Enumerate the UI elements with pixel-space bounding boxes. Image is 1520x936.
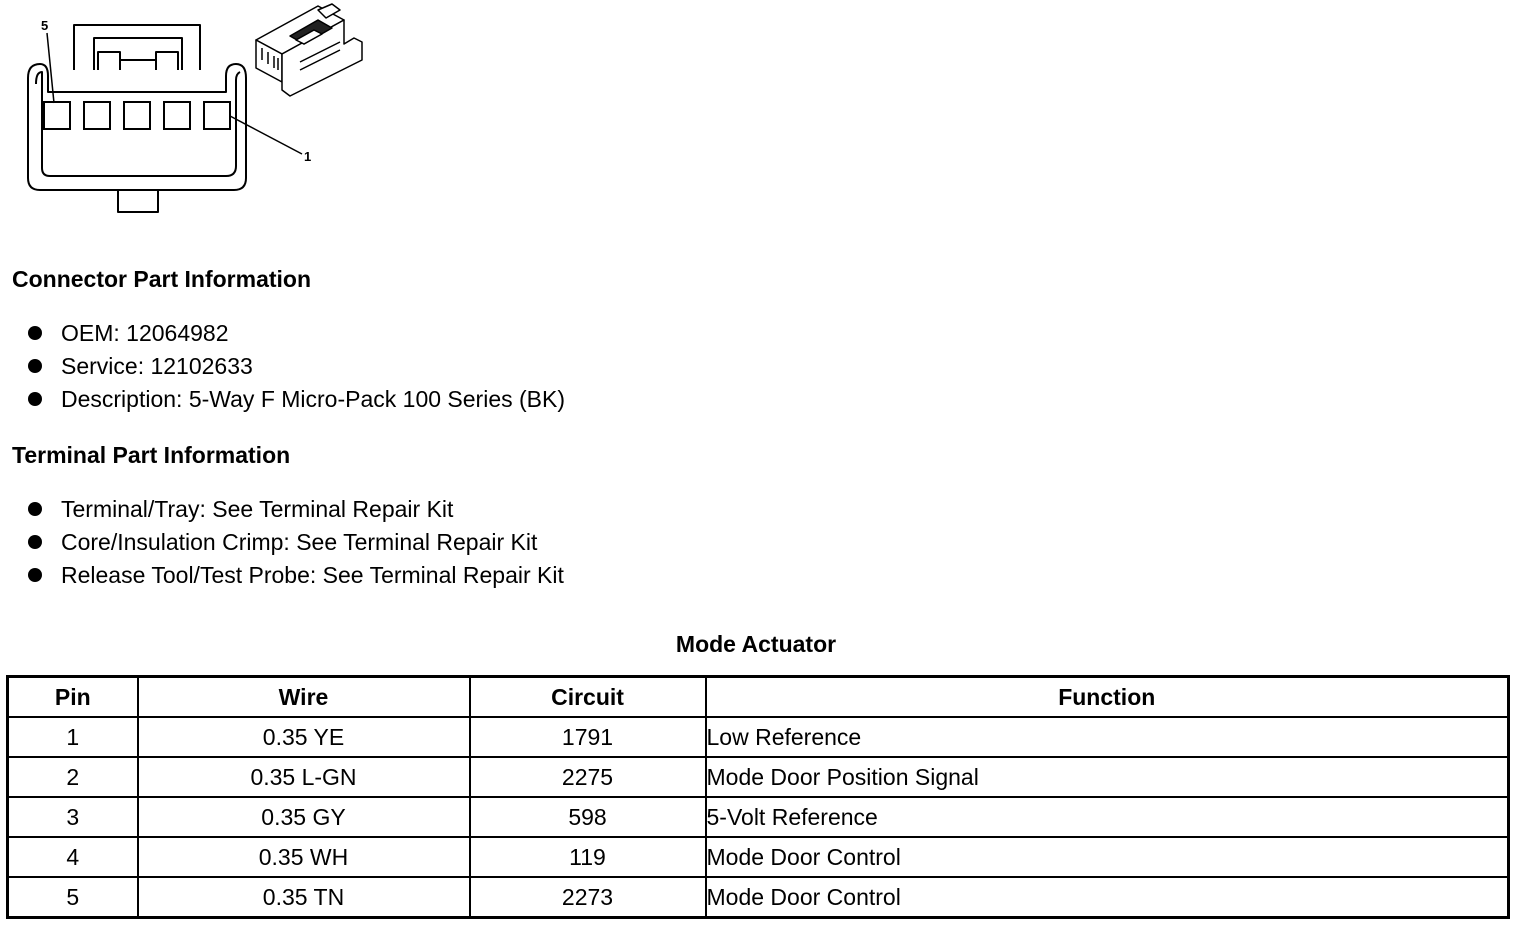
cell-circuit: 1791 (470, 717, 706, 757)
cavity-1 (204, 102, 230, 129)
pin-5-label: 5 (41, 18, 49, 33)
table-row (8, 797, 1509, 837)
cell-wire: 0.35 WH (138, 837, 470, 877)
terminal-part-info-list (28, 493, 564, 592)
cell-function: Low Reference (706, 717, 1509, 757)
connector-key (118, 190, 158, 212)
list-item: Description: 5-Way F Micro-Pack 100 Series (BK) (28, 383, 565, 416)
list-item: Core/Insulation Crimp: See Terminal Repair Kit (28, 526, 564, 559)
cell-wire: 0.35 GY (138, 797, 470, 837)
cell-wire: 0.35 YE (138, 717, 470, 757)
cell-circuit: 2275 (470, 757, 706, 797)
cell-pin: 4 (8, 837, 138, 877)
cell-pin: 5 (8, 877, 138, 918)
pin-1-label: 1 (304, 149, 312, 164)
cavity-4 (84, 102, 110, 129)
list-item: OEM: 12064982 (28, 317, 565, 350)
table-row (8, 717, 1509, 757)
cell-circuit: 598 (470, 797, 706, 837)
cell-wire: 0.35 TN (138, 877, 470, 918)
connector-part-info-heading: Connector Part Information (12, 266, 312, 292)
cavity-3 (124, 102, 150, 129)
header-wire: Wire (138, 677, 470, 718)
bullet-icon (28, 359, 42, 373)
pinout-table (6, 675, 1510, 919)
header-function: Function (706, 677, 1509, 718)
cell-circuit: 119 (470, 837, 706, 877)
bullet-icon (28, 326, 42, 340)
bullet-icon (28, 535, 42, 549)
connector-isometric-icon (256, 4, 362, 96)
table-header-row (8, 677, 1509, 718)
cell-function: Mode Door Control (706, 877, 1509, 918)
list-item: Release Tool/Test Probe: See Terminal Repair Kit (28, 559, 564, 592)
cavity-2 (164, 102, 190, 129)
terminal-part-info-heading: Terminal Part Information (12, 442, 291, 468)
bullet-icon (28, 502, 42, 516)
cell-wire: 0.35 L-GN (138, 757, 470, 797)
bullet-icon (28, 392, 42, 406)
list-item: Service: 12102633 (28, 350, 565, 383)
table-row (8, 877, 1509, 918)
table-row (8, 837, 1509, 877)
cell-pin: 3 (8, 797, 138, 837)
cavity-5 (44, 102, 70, 129)
cell-pin: 1 (8, 717, 138, 757)
bullet-icon (28, 568, 42, 582)
cell-function: Mode Door Position Signal (706, 757, 1509, 797)
cell-pin: 2 (8, 757, 138, 797)
cell-circuit: 2273 (470, 877, 706, 918)
connector-part-info-list (28, 317, 565, 416)
header-pin: Pin (8, 677, 138, 718)
table-title: Mode Actuator (675, 631, 837, 657)
connector-diagram (0, 0, 380, 220)
cell-function: 5-Volt Reference (706, 797, 1509, 837)
table-row (8, 757, 1509, 797)
cell-function: Mode Door Control (706, 837, 1509, 877)
list-item: Terminal/Tray: See Terminal Repair Kit (28, 493, 564, 526)
header-circuit: Circuit (470, 677, 706, 718)
